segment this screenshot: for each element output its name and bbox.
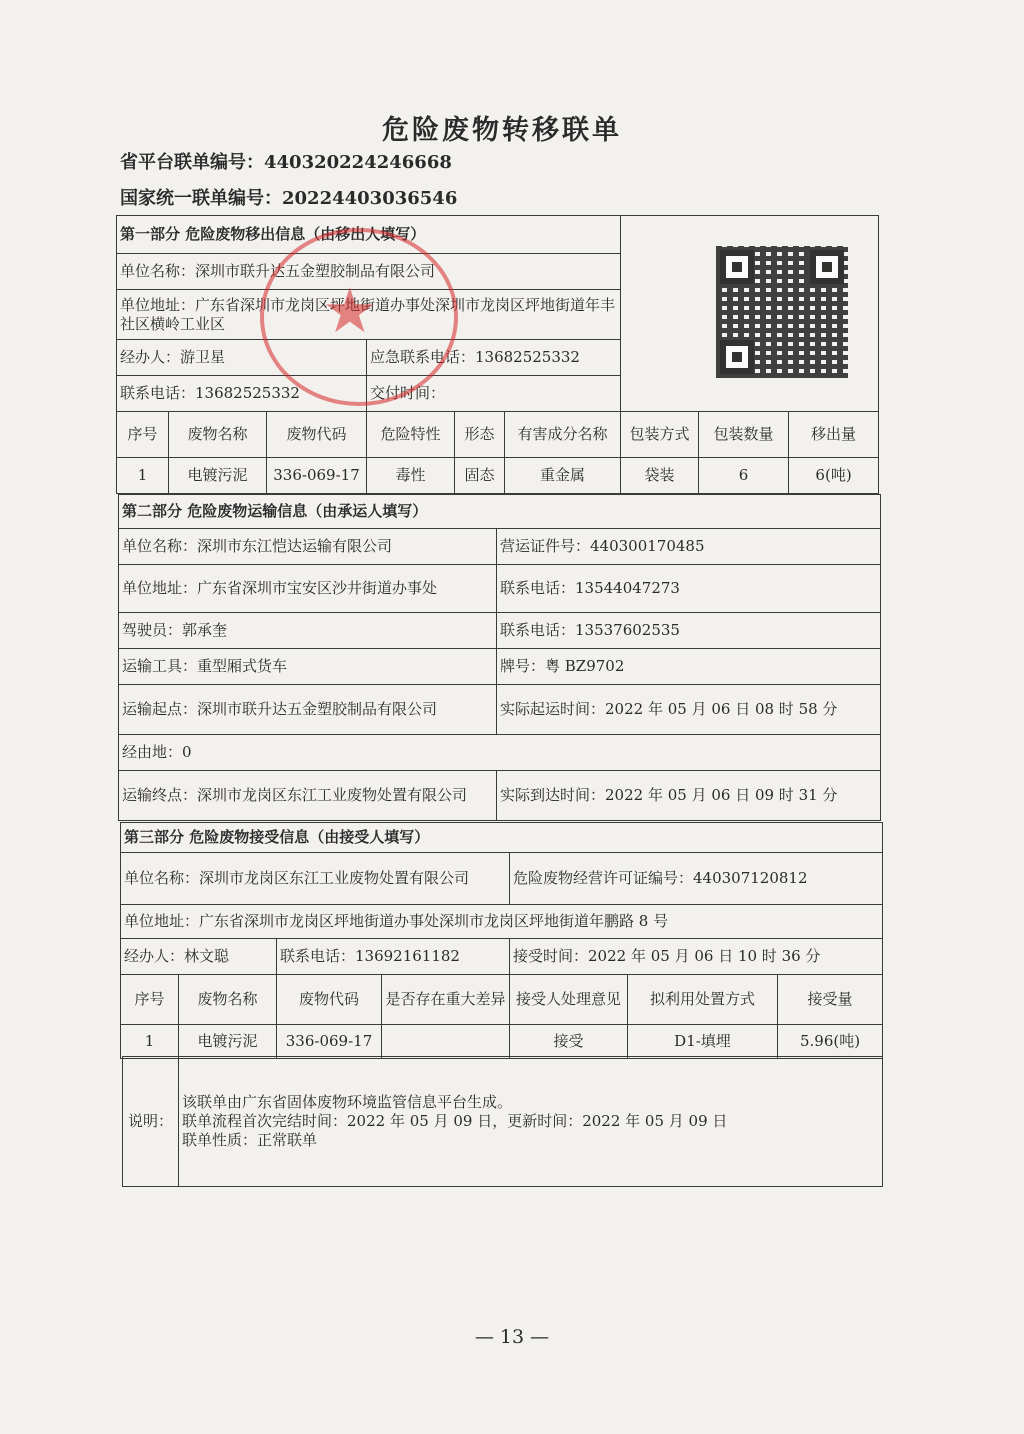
column-header: 废物名称 (179, 975, 277, 1025)
column-header: 形态 (455, 412, 505, 458)
part1-handler: 经办人：游卫星 (117, 340, 367, 376)
part1-phone: 联系电话：13682525332 (117, 376, 367, 412)
document-title: 危险废物转移联单 (382, 115, 622, 146)
national-form-number: 国家统一联单编号：20224403036546 (120, 188, 458, 209)
page-number: — 13 — (474, 1326, 550, 1348)
part2-plate: 牌号：粤 BZ9702 (497, 649, 881, 685)
part2-destination: 运输终点：深圳市龙岗区东江工业废物处置有限公司 (119, 771, 497, 821)
cell: 重金属 (505, 458, 621, 494)
part2-phone2: 联系电话：13537602535 (497, 613, 881, 649)
part1-header: 第一部分 危险废物移出信息（由移出人填写） (117, 216, 621, 254)
table-row (117, 458, 879, 494)
cell: 毒性 (367, 458, 455, 494)
part3-receive-time: 接受时间：2022 年 05 月 06 日 10 时 36 分 (510, 939, 883, 975)
part2-driver: 驾驶员：郭承奎 (119, 613, 497, 649)
part2-origin: 运输起点：深圳市联升达五金塑胶制品有限公司 (119, 685, 497, 735)
column-header: 废物代码 (277, 975, 382, 1025)
province-form-number: 省平台联单编号：440320224246668 (120, 152, 452, 173)
notes-line: 该联单由广东省固体废物环境监管信息平台生成。 (182, 1093, 513, 1111)
part3-header: 第三部分 危险废物接受信息（由接受人填写） (121, 823, 883, 853)
notes-label: 说明： (123, 1057, 179, 1187)
part3-handler: 经办人：林文聪 (121, 939, 277, 975)
red-seal-icon: ★ (260, 228, 458, 406)
cell: 6(吨) (789, 458, 879, 494)
part2-unit-name: 单位名称：深圳市东江恺达运输有限公司 (119, 529, 497, 565)
table-row (121, 1025, 883, 1059)
column-header: 有害成分名称 (505, 412, 621, 458)
part1-emergency-phone: 应急联系电话：13682525332 (367, 340, 621, 376)
part1-delivery-time: 交付时间： (367, 376, 621, 412)
part2-table (118, 494, 881, 821)
part2-phone1: 联系电话：13544047273 (497, 565, 881, 613)
cell: 固态 (455, 458, 505, 494)
column-header: 危险特性 (367, 412, 455, 458)
part3-unit-address: 单位地址：广东省深圳市龙岗区坪地街道办事处深圳市龙岗区坪地街道年鹏路 8 号 (121, 905, 883, 939)
column-header: 拟利用处置方式 (628, 975, 778, 1025)
part2-arrival-time: 实际到达时间：2022 年 05 月 06 日 09 时 31 分 (497, 771, 881, 821)
cell: 336-069-17 (277, 1025, 382, 1059)
part1-unit-address: 单位地址：广东省深圳市龙岗区坪地街道办事处深圳市龙岗区坪地街道年丰社区横岭工业区 (117, 290, 621, 340)
cell: 6 (699, 458, 789, 494)
cell (382, 1025, 510, 1059)
cell: 电镀污泥 (179, 1025, 277, 1059)
part2-license: 营运证件号：440300170485 (497, 529, 881, 565)
part3-phone: 联系电话：13692161182 (277, 939, 510, 975)
cell: 接受 (510, 1025, 628, 1059)
part2-vehicle: 运输工具：重型厢式货车 (119, 649, 497, 685)
part2-start-time: 实际起运时间：2022 年 05 月 06 日 08 时 58 分 (497, 685, 881, 735)
notes-table (122, 1056, 883, 1187)
notes-content (179, 1057, 883, 1187)
column-header: 移出量 (789, 412, 879, 458)
cell: 5.96(吨) (778, 1025, 883, 1059)
part3-unit-name: 单位名称：深圳市龙岗区东江工业废物处置有限公司 (121, 853, 510, 905)
column-header: 接受量 (778, 975, 883, 1025)
column-header: 序号 (117, 412, 169, 458)
column-header: 包装方式 (621, 412, 699, 458)
cell: 电镀污泥 (169, 458, 267, 494)
column-header: 废物代码 (267, 412, 367, 458)
column-header: 是否存在重大差异 (382, 975, 510, 1025)
column-header: 包装数量 (699, 412, 789, 458)
cell: 袋装 (621, 458, 699, 494)
cell: D1-填埋 (628, 1025, 778, 1059)
column-header: 序号 (121, 975, 179, 1025)
cell: 1 (121, 1025, 179, 1059)
cell: 336-069-17 (267, 458, 367, 494)
cell: 1 (117, 458, 169, 494)
part1-column-headers (117, 412, 879, 458)
part1-unit-name: 单位名称：深圳市联升达五金塑胶制品有限公司 (117, 254, 621, 290)
part3-permit: 危险废物经营许可证编号：440307120812 (510, 853, 883, 905)
column-header: 接受人处理意见 (510, 975, 628, 1025)
part2-via: 经由地：0 (119, 735, 881, 771)
part2-unit-address: 单位地址：广东省深圳市宝安区沙井街道办事处 (119, 565, 497, 613)
notes-line: 联单性质：正常联单 (182, 1131, 318, 1149)
notes-line: 联单流程首次完结时间：2022 年 05 月 09 日，更新时间：2022 年 05 月 09 日 (182, 1112, 728, 1130)
column-header: 废物名称 (169, 412, 267, 458)
part3-table (120, 822, 883, 1059)
part2-header: 第二部分 危险废物运输信息（由承运人填写） (119, 495, 881, 529)
part3-column-headers (121, 975, 883, 1025)
qr-code-icon (716, 246, 848, 378)
